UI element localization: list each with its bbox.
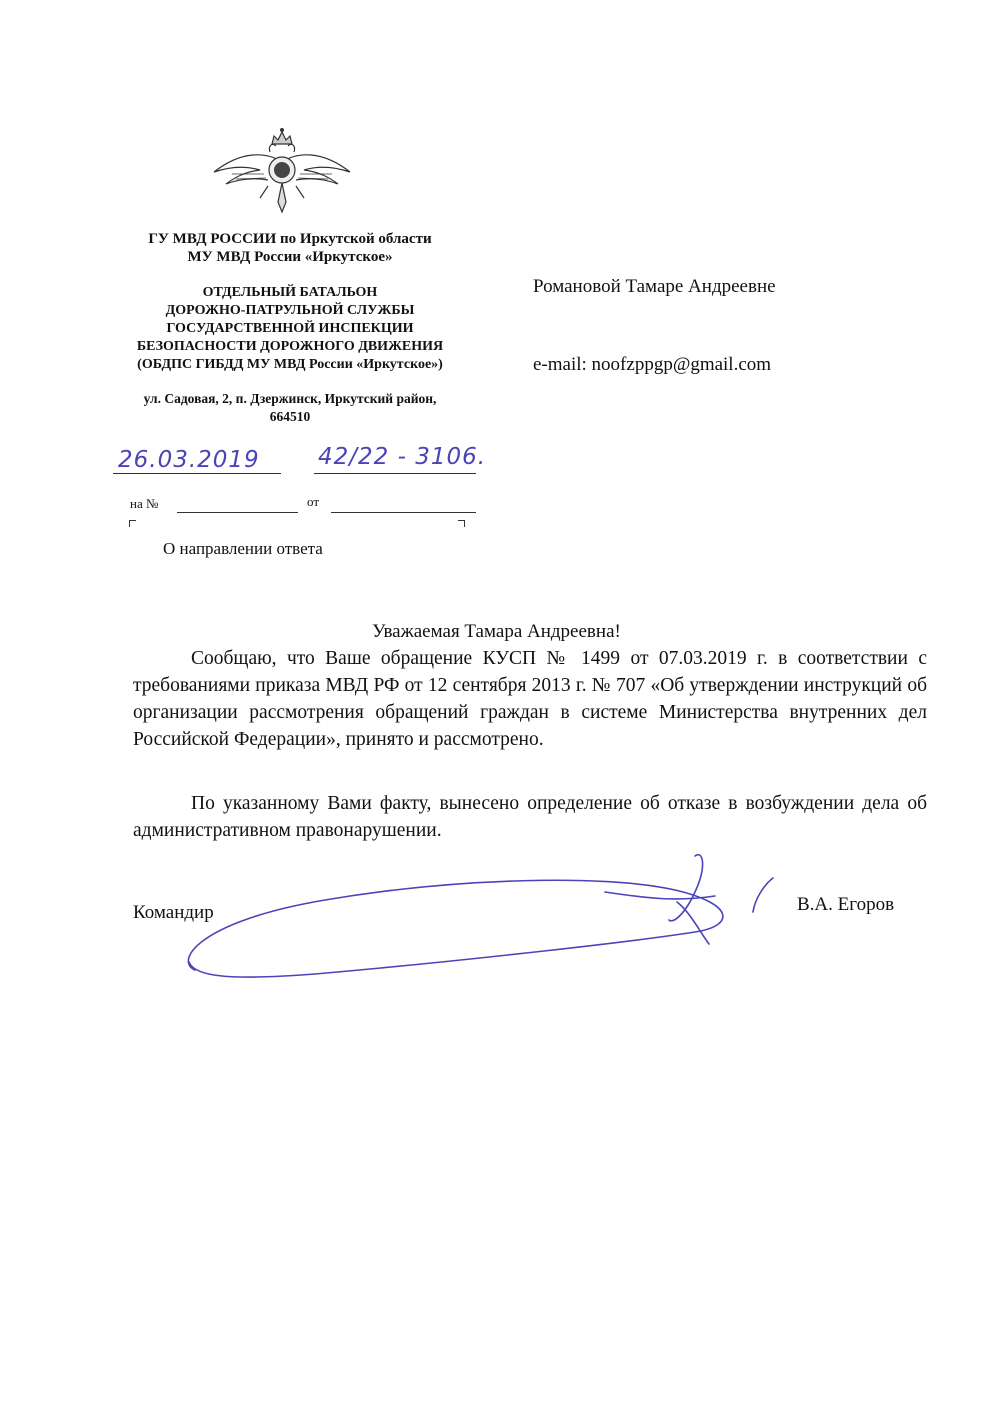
subject-corner-left	[129, 520, 136, 527]
greeting: Уважаемая Тамара Андреевна!	[372, 621, 621, 642]
org-line-1: ГУ МВД РОССИИ по Иркутской области	[148, 231, 432, 247]
double-headed-eagle-emblem-icon	[212, 122, 352, 214]
handwritten-signature-icon	[175, 852, 775, 992]
reference-number-line	[177, 512, 298, 513]
signatory-name: В.А. Егоров	[797, 894, 895, 915]
reference-date-label: от	[307, 494, 320, 509]
signatory-position: Командир	[133, 902, 214, 923]
addressee-name: Романовой Тамаре Андреевне	[533, 276, 776, 297]
addressee-email: e-mail: noofzppgp@gmail.com	[533, 354, 772, 375]
reference-number-label: на №	[130, 496, 159, 511]
unit-line-3: ГОСУДАРСТВЕННОЙ ИНСПЕКЦИИ	[166, 321, 414, 336]
outgoing-number-handwritten: 42/22 - 3106.	[318, 444, 487, 470]
unit-line-2: ДОРОЖНО-ПАТРУЛЬНОЙ СЛУЖБЫ	[165, 303, 415, 318]
unit-line-4: БЕЗОПАСНОСТИ ДОРОЖНОГО ДВИЖЕНИЯ	[136, 339, 444, 354]
organization-header	[110, 230, 470, 266]
reference-date-line	[331, 512, 476, 513]
body-paragraph-1: Сообщаю, что Ваше обращение КУСП № 1499 от 07.03.2019 г. в соответствии с требованиями приказа МВД РФ от 12 сентября 2013 г. № 707 «Об утверждении инструкций об организации рассмотрения обращений граждан в системе Министерства внутренних дел Российской Федерации», принято и рассмотрено.	[133, 648, 927, 750]
unit-line-1: ОТДЕЛЬНЫЙ БАТАЛЬОН	[202, 285, 378, 300]
body-paragraph-2: По указанному Вами факту, вынесено определение об отказе в возбуждении дела об административном правонарушении.	[133, 793, 927, 841]
subject-corner-right	[458, 520, 465, 527]
outgoing-date-handwritten: 26.03.2019	[118, 447, 260, 473]
unit-header	[110, 284, 470, 374]
address-line-1: ул. Садовая, 2, п. Дзержинск, Иркутский район,	[143, 391, 437, 406]
number-underline	[314, 473, 476, 474]
org-line-2: МУ МВД России «Иркутское»	[187, 249, 393, 265]
unit-line-5: (ОБДПС ГИБДД МУ МВД России «Иркутское»)	[137, 357, 443, 372]
date-underline	[113, 473, 281, 474]
address-line-2: 664510	[269, 409, 311, 424]
letter-subject: О направлении ответа	[163, 539, 323, 558]
address-block	[110, 390, 470, 426]
